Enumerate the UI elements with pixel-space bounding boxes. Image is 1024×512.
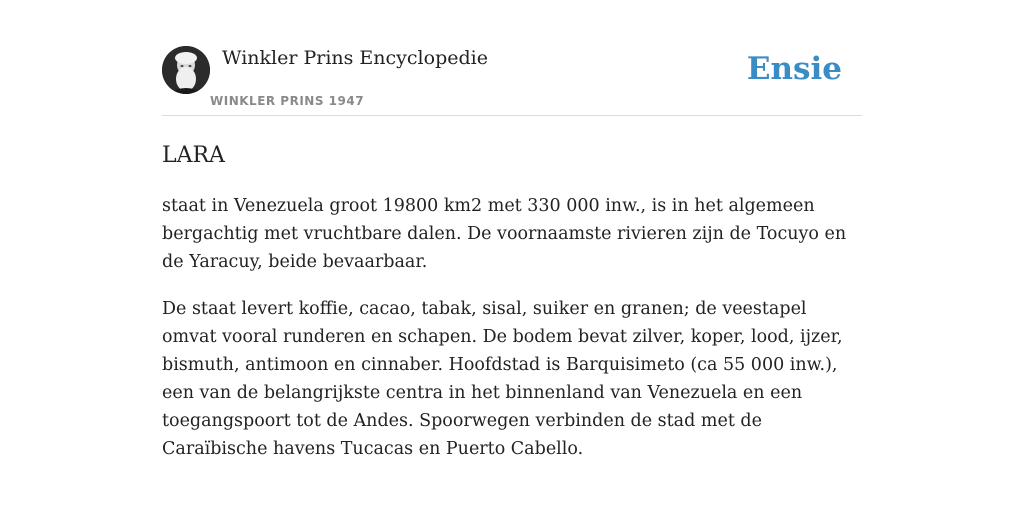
ensie-logo-link[interactable]: Ensie (746, 51, 842, 87)
source-title[interactable]: Winkler Prins Encyclopedie (222, 47, 488, 69)
entry-title: LARA (162, 143, 225, 168)
entry-paragraph: De staat levert koffie, cacao, tabak, sisal, suiker en granen; de veestapel omvat vooral runderen en schapen. De bodem bevat zilver, koper, lood, ijzer, bismuth, antimoon en cinnaber. Hoofdstad is Barquisimeto (ca 55 000 inw.), een van de belangrijkste centra in het binnenland van Venezuela en een toegangspoort tot de Andes. Spoorwegen verbinden de stad met de Caraïbische havens Tucacas en Puerto Cabello. (162, 299, 843, 459)
entry-card (162, 40, 862, 463)
portrait-avatar-icon (162, 46, 210, 94)
author-avatar[interactable] (162, 46, 210, 94)
entry-paragraph: staat in Venezuela groot 19800 km2 met 330 000 inw., is in het algemeen bergachtig met vruchtbare dalen. De voornaamste rivieren zijn de Tocuyo en de Yaracuy, beide bevaarbaar. (162, 196, 847, 272)
entry-body (162, 192, 862, 463)
source-subtitle: WINKLER PRINS 1947 (210, 94, 365, 108)
source-header (162, 40, 862, 116)
